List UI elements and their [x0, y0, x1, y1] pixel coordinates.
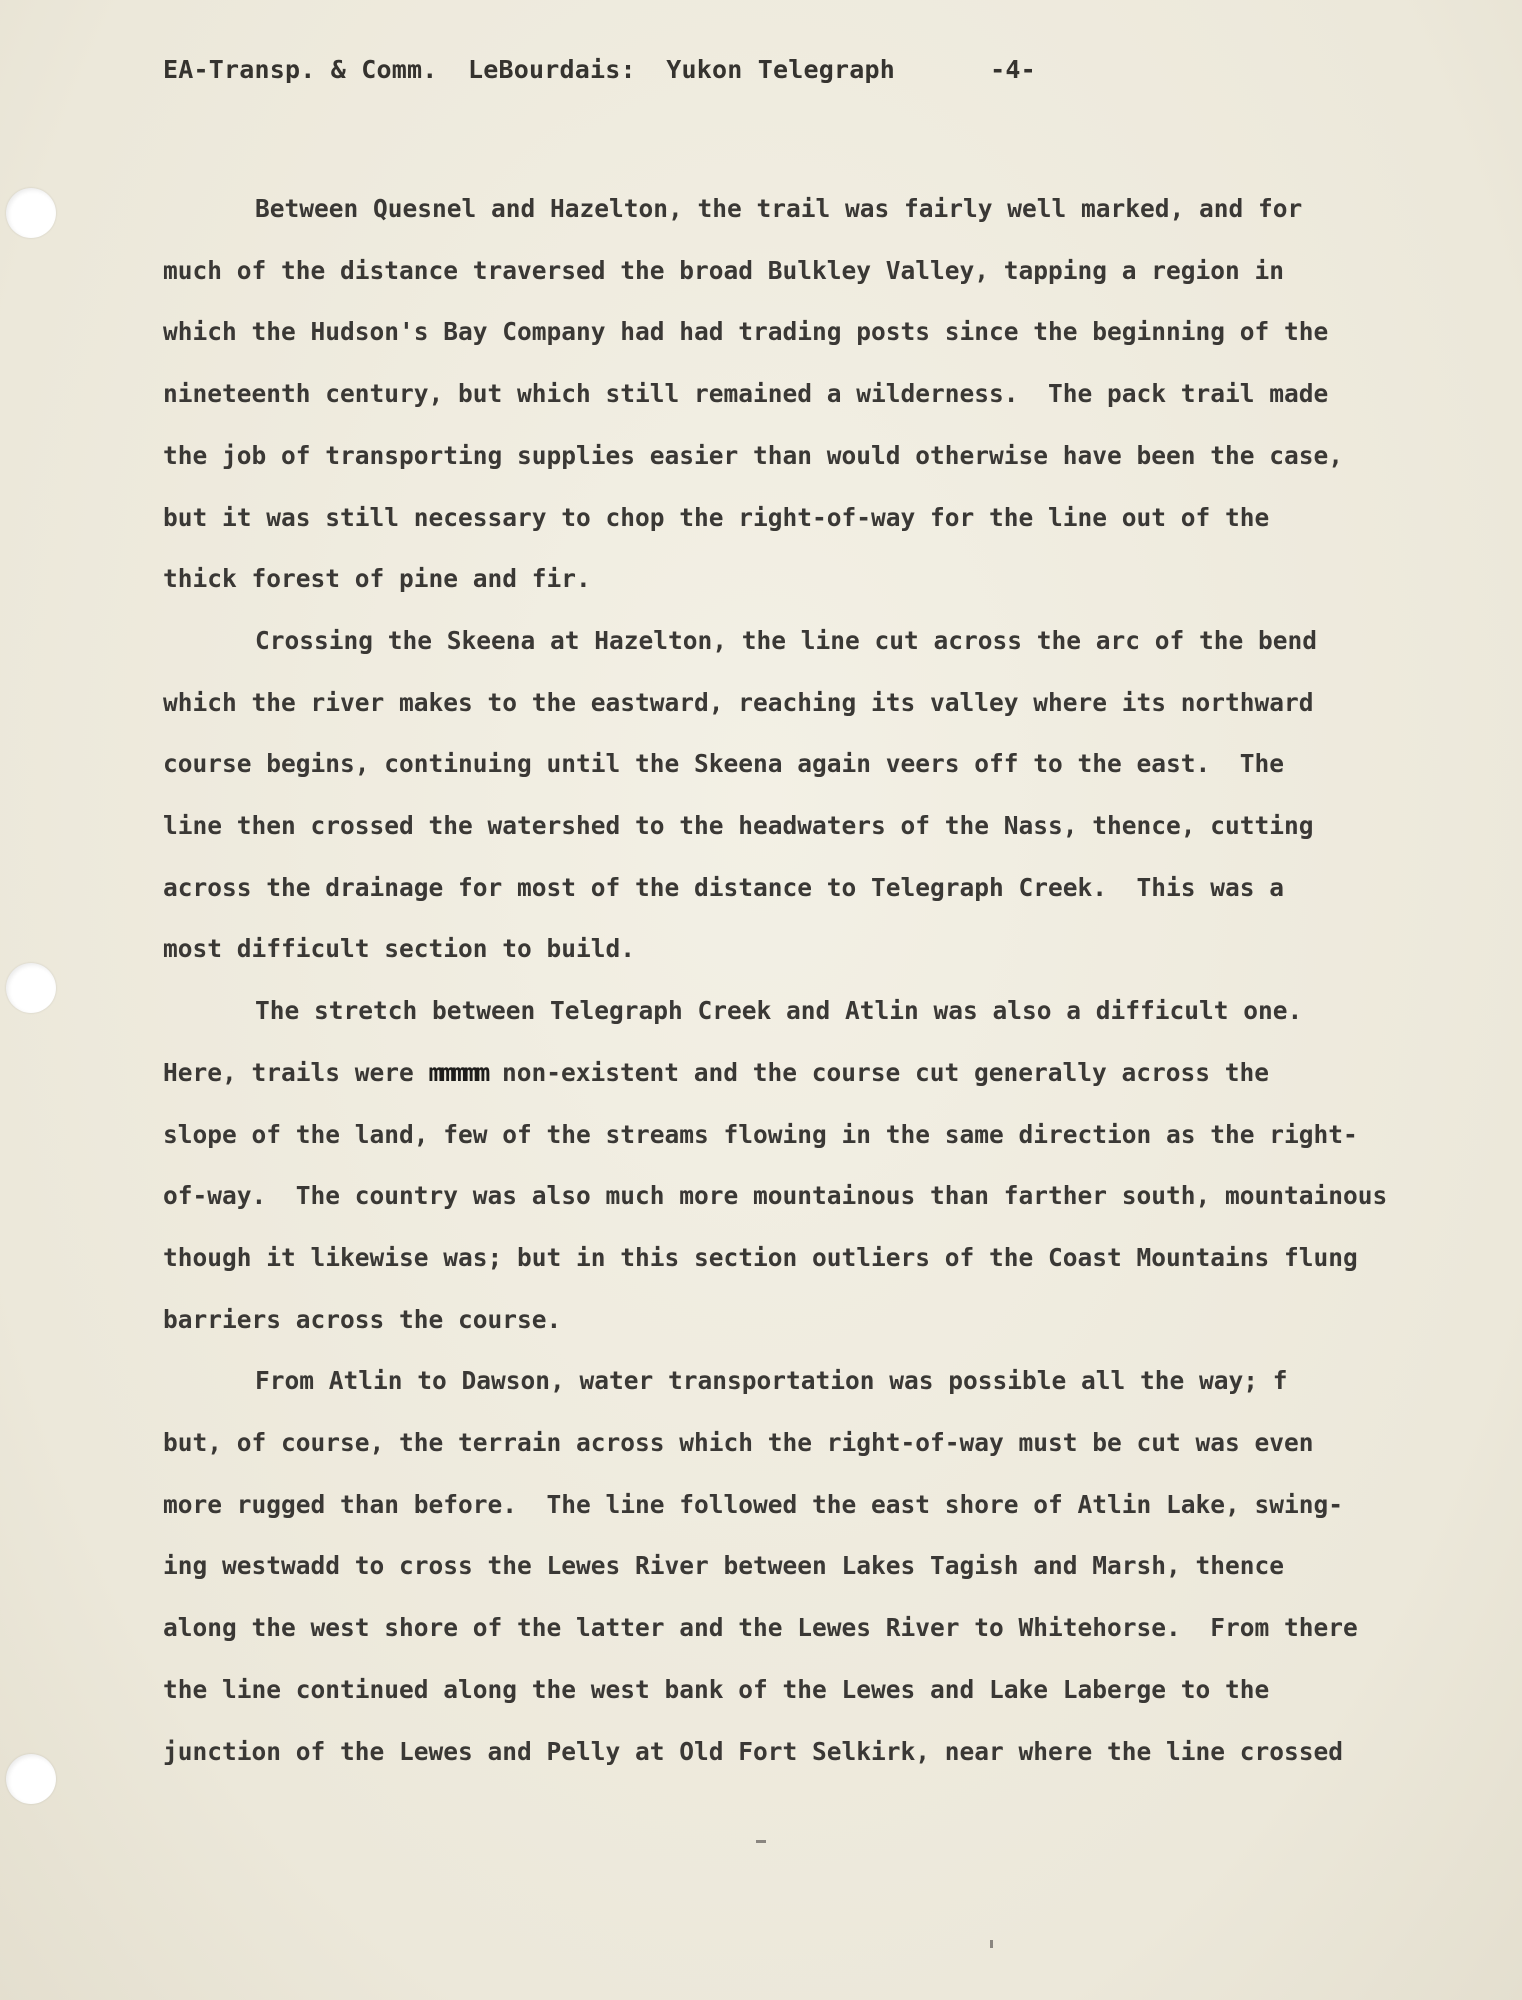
text-line	[163, 1042, 1443, 1104]
text-line: of-way. The country was also much more mountainous than farther south, mountainous	[163, 1181, 1388, 1211]
text-line: nineteenth century, but which still remained a wilderness. The pack trail made	[163, 379, 1329, 409]
text-line: The stretch between Telegraph Creek and Atlin was also a difficult one.	[255, 996, 1303, 1026]
text-line: more rugged than before. The line followed the east shore of Atlin Lake, swing-	[163, 1489, 1344, 1519]
text-line: barriers across the course.	[163, 1304, 562, 1334]
text-line: which the Hudson's Bay Company had had trading posts since the beginning of the	[163, 317, 1329, 347]
text-line: course begins, continuing until the Skeena again veers off to the east. The	[163, 749, 1285, 779]
text-line: the job of transporting supplies easier than would otherwise have been the case,	[163, 440, 1344, 470]
text-line: but, of course, the terrain across which the right-of-way must be cut was even	[163, 1428, 1314, 1458]
stray-mark	[756, 1840, 766, 1843]
text-line-rest: non-existent and the course cut generally across the	[502, 1057, 1270, 1087]
punch-hole	[6, 1754, 56, 1804]
header-title: EA-Transp. & Comm. LeBourdais: Yukon Telegraph	[163, 55, 896, 84]
text-line: though it likewise was; but in this section outliers of the Coast Mountains flung	[163, 1242, 1358, 1272]
stray-mark	[990, 1940, 993, 1948]
text-line: along the west shore of the latter and the Lewes River to Whitehorse. From there	[163, 1613, 1358, 1643]
punch-hole	[6, 188, 56, 238]
text-line: From Atlin to Dawson, water transportation was possible all the way; f	[255, 1366, 1288, 1396]
punch-hole	[6, 963, 56, 1013]
body-text	[163, 178, 1443, 1782]
text-line: line then crossed the watershed to the headwaters of the Nass, thence, cutting	[163, 811, 1314, 841]
text-line: slope of the land, few of the streams flowing in the same direction as the right-	[163, 1119, 1358, 1149]
text-line: Crossing the Skeena at Hazelton, the line cut across the arc of the bend	[255, 625, 1318, 655]
text-line: Between Quesnel and Hazelton, the trail was fairly well marked, and for	[255, 194, 1303, 223]
text-line: across the drainage for most of the distance to Telegraph Creek. This was a	[163, 872, 1285, 902]
text-line: but it was still necessary to chop the right-of-way for the line out of the	[163, 502, 1270, 532]
text-line: most difficult section to build.	[163, 934, 636, 964]
page-number: -4-	[990, 55, 1036, 84]
text-line: ing westwadd to cross the Lewes River between Lakes Tagish and Marsh, thence	[163, 1551, 1285, 1581]
page-header	[163, 55, 1036, 84]
struck-out-text: mmmmm	[428, 1057, 488, 1087]
text-line: which the river makes to the eastward, reaching its valley where its northward	[163, 687, 1314, 717]
text-line: thick forest of pine and fir.	[163, 564, 591, 594]
text-line: the line continued along the west bank of the Lewes and Lake Laberge to the	[163, 1674, 1270, 1704]
text-line-start: Here, trails were	[163, 1057, 429, 1087]
text-line: junction of the Lewes and Pelly at Old Fort Selkirk, near where the line crossed	[163, 1736, 1344, 1766]
text-line: much of the distance traversed the broad Bulkley Valley, tapping a region in	[163, 255, 1285, 285]
